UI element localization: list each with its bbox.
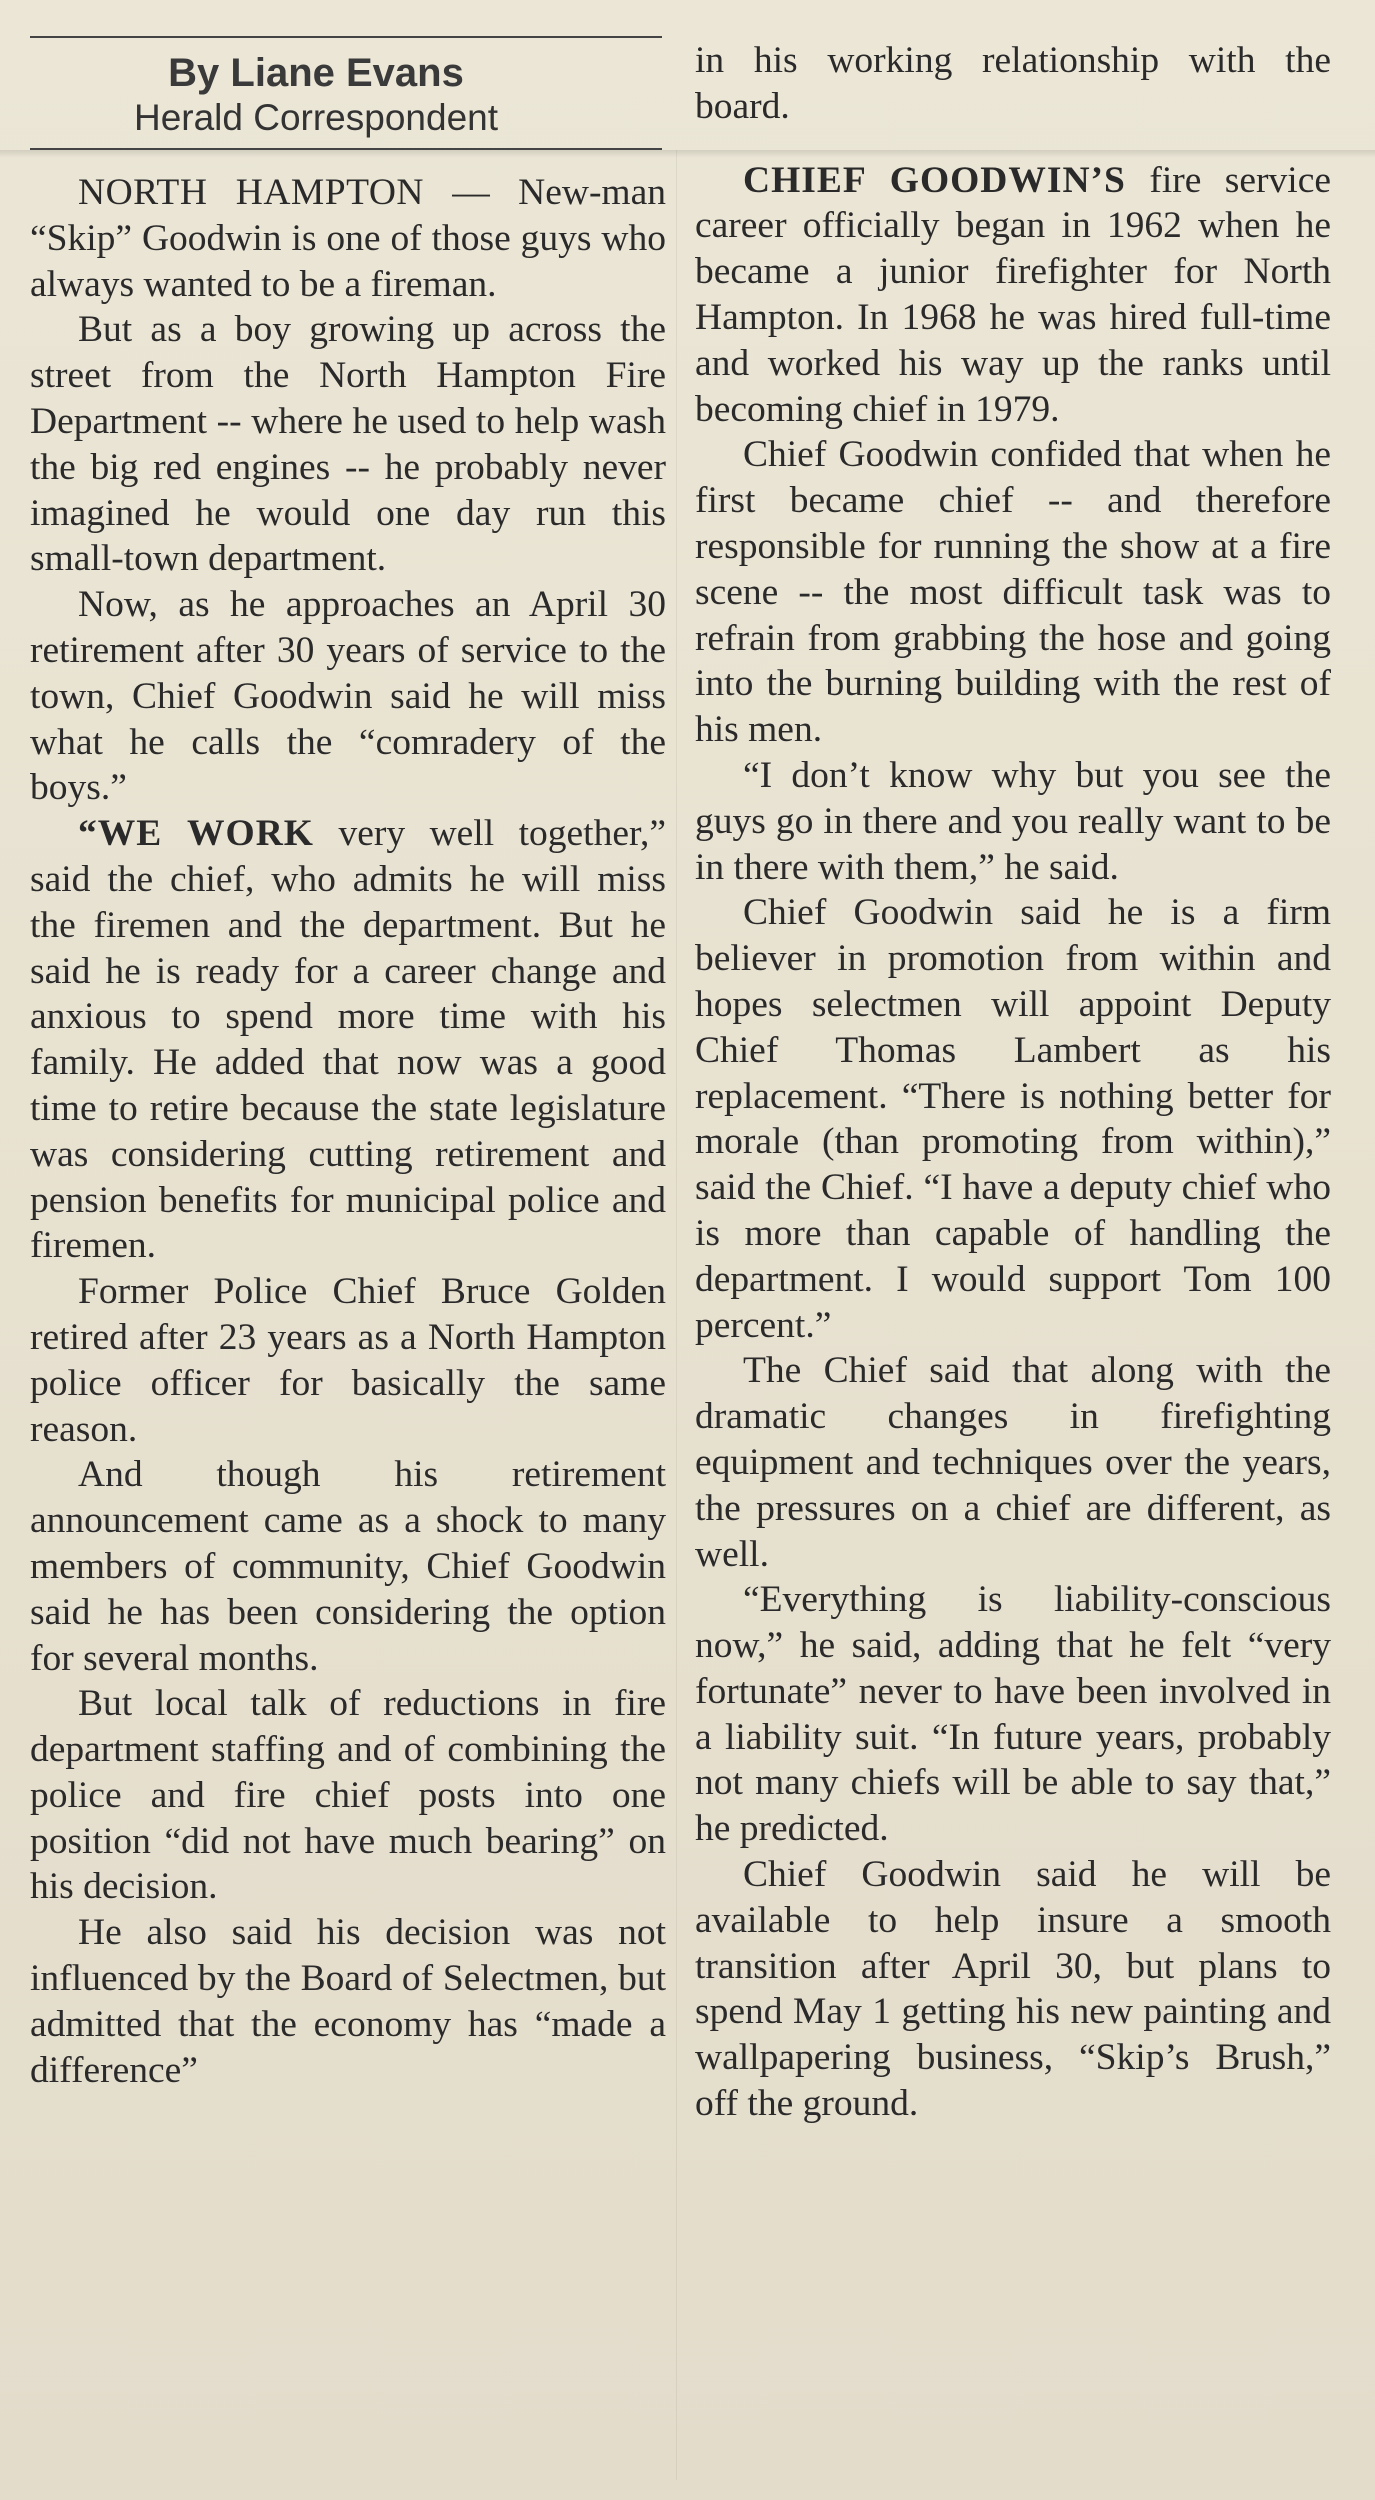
byline-title: Herald Correspondent: [133, 97, 499, 138]
column-gutter: [676, 150, 677, 2480]
paragraph: He also said his decision was not influenced by the Board of Selectmen, but admitted that the economy has “made a difference”: [30, 1912, 666, 2091]
lead-paragraph-text: very well together,” said the chief, who admits he will miss the firemen and the department. But he said he is ready for a career change and anxious to spend more time with his family. He added that now was a good time to retire because the state legislature was considering cutting retirement and pension benefits for municipal police and firemen.: [30, 813, 666, 1267]
lead-paragraph: [30, 811, 666, 1269]
opening-text: New-man “Skip” Goodwin is one of those guys who always wanted to be a fireman.: [30, 172, 666, 305]
byline-box: [30, 36, 662, 150]
lead-paragraph: [695, 158, 1331, 433]
section-lead-in: CHIEF GOODWIN’S: [743, 159, 1126, 201]
lead-paragraph-text: fire service career officially began in 1962 when he became a junior firefighter for North Hampton. In 1968 he was hired full-time and worked his way up the ranks until becoming chief in 1979.: [695, 159, 1331, 430]
paragraph: Chief Goodwin said he will be available to help insure a smooth transition after April 30, but plans to spend May 1 getting his new painting and wallpapering business, “Skip’s Brush,” off the ground.: [695, 1854, 1331, 2125]
section-lead-in: “WE WORK: [78, 813, 314, 855]
paragraph: Chief Goodwin said he is a firm believer in promotion from within and hopes selectmen will appoint Deputy Chief Thomas Lambert as his replacement. “There is nothing better for morale (than promoting from within),” said the Chief. “I have a deputy chief who is more than capable of handling the department. I would support Tom 100 percent.”: [695, 892, 1331, 1346]
left-column: [30, 0, 666, 2093]
continuation-text: in his working relationship with the board.: [695, 40, 1331, 127]
left-column-body: [30, 170, 666, 2093]
dateline: NORTH HAMPTON —: [78, 172, 491, 213]
paragraph: And though his retirement announcement came as a shock to many members of community, Chief Goodwin said he has been considering the option for several months.: [30, 1454, 666, 1679]
paragraph: Former Police Chief Bruce Golden retired after 23 years as a North Hampton police officer for basically the same reason.: [30, 1271, 666, 1450]
paragraph: Now, as he approaches an April 30 retirement after 30 years of service to the town, Chief Goodwin said he will miss what he calls the “comradery of the boys.”: [30, 584, 666, 809]
paragraph: But as a boy growing up across the street from the North Hampton Fire Department -- where he used to help wash the big red engines -- he probably never imagined he would one day run this small-town department.: [30, 309, 666, 580]
paragraph: Chief Goodwin confided that when he first became chief -- and therefore responsible for running the show at a fire scene -- the most difficult task was to refrain from grabbing the hose and going into the burning building with the rest of his men.: [695, 434, 1331, 751]
byline-name: By Liane Evans: [168, 51, 464, 95]
right-column: [695, 0, 1331, 2127]
paragraph: The Chief said that along with the dramatic changes in firefighting equipment and techniques over the years, the pressures on a chief are different, as well.: [695, 1350, 1331, 1575]
paragraph: But local talk of reductions in fire department staffing and of combining the police and fire chief posts into one position “did not have much bearing” on his decision.: [30, 1683, 666, 1908]
paragraph: “Everything is liability-conscious now,” he said, adding that he felt “very fortunate” never to have been involved in a liability suit. “In future years, probably not many chiefs will be able to say that,” he predicted.: [695, 1579, 1331, 1850]
right-column-body: [695, 38, 1331, 2127]
opening-paragraph: [30, 170, 666, 307]
paragraph: “I don’t know why but you see the guys go in there and you really want to be in there with them,” he said.: [695, 754, 1331, 888]
